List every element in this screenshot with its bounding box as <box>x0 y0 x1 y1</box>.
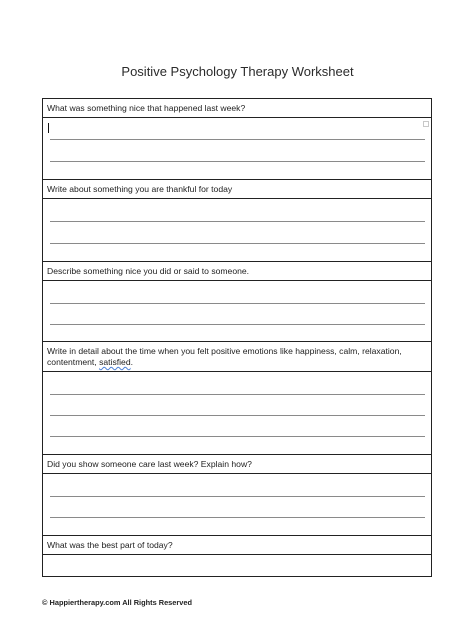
worksheet-title: Positive Psychology Therapy Worksheet <box>121 64 354 79</box>
answer-line <box>50 243 425 244</box>
question-2: Write about something you are thankful for today <box>43 180 431 199</box>
answer-line <box>50 139 425 140</box>
answer-line <box>50 517 425 518</box>
question-1: What was something nice that happened last week? <box>43 99 431 118</box>
question-4 <box>43 342 431 372</box>
answer-line <box>50 415 425 416</box>
text-cursor <box>48 123 49 133</box>
answer-line <box>50 161 425 162</box>
question-3: Describe something nice you did or said to someone. <box>43 262 431 281</box>
answer-line <box>50 394 425 395</box>
answer-field-5[interactable] <box>43 474 431 536</box>
question-6: What was the best part of today? <box>43 536 431 555</box>
answer-line <box>50 436 425 437</box>
answer-field-6[interactable] <box>43 555 431 576</box>
spellcheck-word[interactable]: satisfied <box>99 357 131 367</box>
answer-line <box>50 221 425 222</box>
answer-line <box>50 303 425 304</box>
answer-line <box>50 496 425 497</box>
field-handle-icon <box>423 121 429 127</box>
answer-field-2[interactable] <box>43 199 431 262</box>
answer-field-3[interactable] <box>43 281 431 342</box>
answer-line <box>50 324 425 325</box>
answer-field-4[interactable] <box>43 372 431 455</box>
answer-field-1[interactable] <box>43 118 431 180</box>
copyright-footer: © Happiertherapy.com All Rights Reserved <box>42 598 193 607</box>
worksheet-table <box>42 98 432 577</box>
question-5: Did you show someone care last week? Explain how? <box>43 455 431 474</box>
question-4-text: Write in detail about the time when you felt positive emotions like happiness, calm, relaxation, contentment, <box>47 346 402 367</box>
question-4-period: . <box>130 357 133 367</box>
